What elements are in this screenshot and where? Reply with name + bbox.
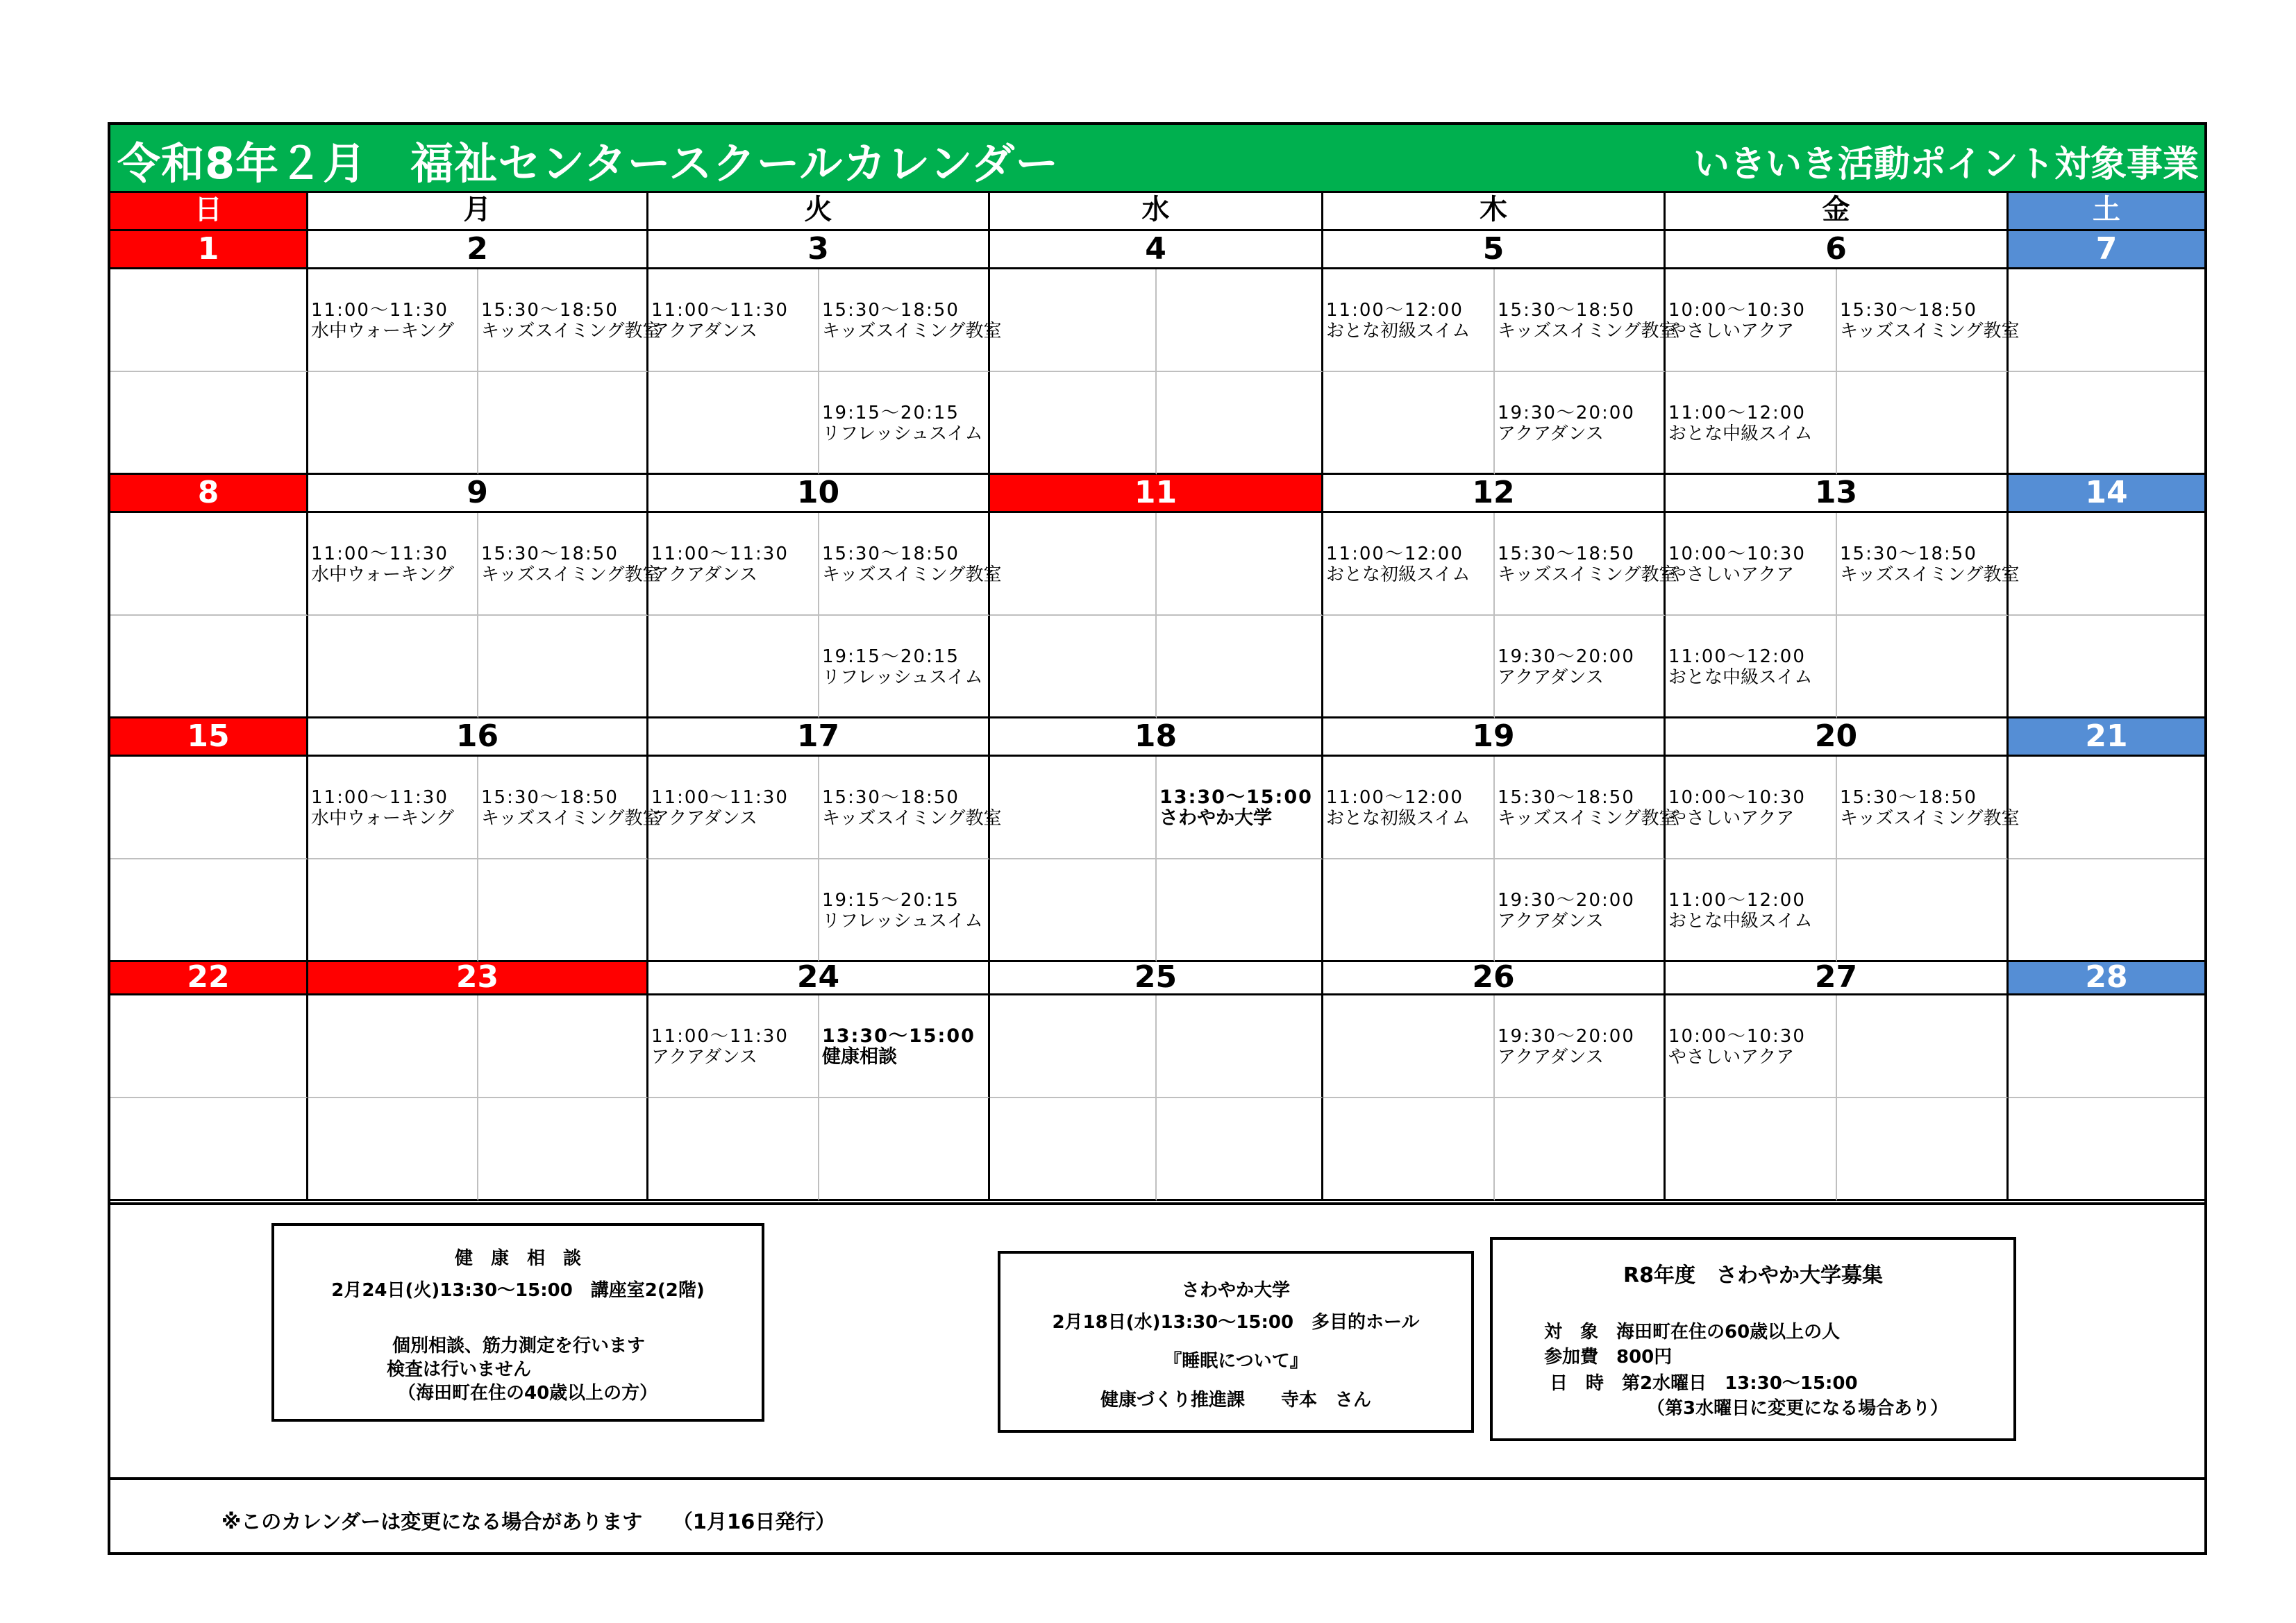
kenko-title: 健 康 相 談	[454, 1248, 581, 1269]
event-slot	[819, 616, 990, 718]
title-bar	[110, 125, 2204, 193]
weekday-header-mon: 月	[308, 193, 648, 231]
event-entry	[822, 300, 1001, 342]
event-entry	[311, 544, 454, 585]
event-entry	[1668, 403, 1812, 444]
event-slot-empty	[110, 995, 308, 1098]
event-entry	[481, 544, 660, 585]
event-time: 15:30～18:50	[481, 787, 619, 808]
event-slot	[1837, 269, 2020, 372]
event-name: キッズスイミング教室	[1840, 321, 2020, 342]
event-slot	[1323, 859, 1495, 962]
event-slot	[1323, 269, 1495, 372]
event-time: 19:15～20:15	[822, 646, 960, 667]
event-name: キッズスイミング教室	[822, 564, 1002, 585]
event-time: 11:00～11:30	[311, 787, 449, 808]
event-slot	[1666, 372, 1837, 475]
event-name: キッズスイミング教室	[1840, 808, 2020, 829]
event-entry	[1498, 544, 1677, 585]
event-slot	[648, 1098, 819, 1201]
event-name: おとな中級スイム	[1668, 667, 1813, 688]
event-name: アクアダンス	[1498, 667, 1604, 688]
event-time: 11:00～12:00	[1326, 300, 1464, 321]
event-slot	[1157, 616, 1323, 718]
event-slot	[1495, 616, 1666, 718]
event-slot-empty	[110, 269, 308, 372]
event-entry	[1498, 1026, 1635, 1068]
date-cell: 16	[308, 718, 648, 757]
event-slot	[1666, 757, 1837, 859]
event-name: キッズスイミング教室	[1498, 808, 1677, 829]
event-slot	[1666, 513, 1837, 616]
event-name: リフレッシュスイム	[822, 911, 983, 932]
event-name: おとな中級スイム	[1668, 911, 1813, 932]
date-cell: 12	[1323, 475, 1666, 513]
event-entry	[311, 300, 454, 342]
event-slot	[648, 757, 819, 859]
event-slot	[990, 513, 1157, 616]
event-slot	[478, 859, 648, 962]
date-cell: 2	[308, 231, 648, 269]
event-slot	[1157, 269, 1323, 372]
event-name: やさしいアクア	[1668, 321, 1795, 342]
event-slot	[648, 995, 819, 1098]
event-slot	[1666, 1098, 1837, 1201]
sawayaka-title: さわやか大学	[1181, 1280, 1290, 1301]
kenko-date: 2月24日(火)13:30～15:00 講座室2(2階)	[331, 1280, 705, 1301]
event-slot	[308, 513, 478, 616]
kenko-line2: 検査は行いません	[387, 1359, 532, 1380]
event-time: 15:30～18:50	[1840, 300, 1977, 321]
weekday-header-fri: 金	[1666, 193, 2009, 231]
event-name: おとな初級スイム	[1326, 321, 1470, 342]
event-slot	[478, 372, 648, 475]
event-name: キッズスイミング教室	[1840, 564, 2020, 585]
event-slot-empty	[2009, 1098, 2204, 1201]
date-cell: 21	[2009, 718, 2204, 757]
event-slot	[1666, 269, 1837, 372]
date-cell: 13	[1666, 475, 2009, 513]
event-name: 水中ウォーキング	[311, 564, 455, 585]
kenko-box	[271, 1223, 764, 1422]
event-slot	[478, 269, 661, 372]
event-name: キッズスイミング教室	[481, 321, 661, 342]
event-name: おとな初級スイム	[1326, 564, 1470, 585]
boshu-target: 対 象 海田町在住の60歳以上の人	[1544, 1322, 1841, 1343]
event-entry	[1840, 544, 2019, 585]
event-slot	[308, 859, 478, 962]
event-slot	[1837, 1098, 2009, 1201]
event-name: アクアダンス	[1498, 1047, 1604, 1068]
weekday-header-tue: 火	[648, 193, 990, 231]
event-slot	[990, 616, 1157, 718]
event-name: キッズスイミング教室	[822, 321, 1002, 342]
event-slot	[1666, 616, 1837, 718]
event-entry	[822, 787, 1001, 829]
event-time: 15:30～18:50	[481, 300, 619, 321]
event-slot	[648, 616, 819, 718]
event-time: 15:30～18:50	[1498, 544, 1635, 564]
sawayaka-speaker: 健康づくり推進課 寺本 さん	[1100, 1390, 1371, 1411]
info-area	[110, 1202, 2204, 1480]
event-name: アクアダンス	[1498, 911, 1604, 932]
event-entry	[1840, 787, 2019, 829]
event-slot	[1495, 859, 1666, 962]
event-name: キッズスイミング教室	[481, 808, 661, 829]
event-time: 10:00～10:30	[1668, 787, 1806, 808]
event-time: 19:30～20:00	[1498, 1026, 1635, 1047]
date-cell: 28	[2009, 962, 2204, 995]
event-name: 健康相談	[822, 1046, 897, 1068]
event-time: 11:00～12:00	[1326, 544, 1464, 564]
event-name: アクアダンス	[651, 1047, 757, 1068]
date-cell: 27	[1666, 962, 2009, 995]
date-cell: 3	[648, 231, 990, 269]
event-slot	[648, 269, 819, 372]
event-entry	[822, 646, 983, 688]
date-cell: 8	[110, 475, 308, 513]
event-entry	[1498, 646, 1635, 688]
event-slot	[1495, 513, 1677, 616]
event-slot	[308, 616, 478, 718]
event-time: 10:00～10:30	[1668, 544, 1806, 564]
event-slot	[1495, 269, 1677, 372]
event-entry	[822, 544, 1001, 585]
boshu-fee: 参加費 800円	[1544, 1347, 1673, 1368]
event-slot-empty	[110, 859, 308, 962]
event-entry	[822, 1026, 975, 1068]
event-entry	[481, 300, 660, 342]
date-cell: 18	[990, 718, 1323, 757]
event-slot	[1837, 859, 2009, 962]
event-slot	[478, 1098, 648, 1201]
date-cell: 15	[110, 718, 308, 757]
event-time: 15:30～18:50	[481, 544, 619, 564]
event-slot	[990, 995, 1157, 1098]
event-name: キッズスイミング教室	[822, 808, 1002, 829]
event-slot	[990, 757, 1157, 859]
date-cell: 24	[648, 962, 990, 995]
event-time: 11:00～12:00	[1326, 787, 1464, 808]
event-entry	[481, 787, 660, 829]
event-slot	[308, 269, 478, 372]
event-slot	[478, 757, 661, 859]
event-time: 11:00～11:30	[311, 544, 449, 564]
event-name: やさしいアクア	[1668, 564, 1795, 585]
footer-note: ※このカレンダーは変更になる場合があります （1月16日発行）	[221, 1510, 836, 1533]
event-entry	[1498, 403, 1635, 444]
event-time: 11:00～11:30	[311, 300, 449, 321]
event-slot	[1157, 372, 1323, 475]
event-entry	[1326, 544, 1470, 585]
event-slot	[648, 513, 819, 616]
date-cell: 6	[1666, 231, 2009, 269]
event-slot-empty	[2009, 616, 2204, 718]
event-time: 11:00～12:00	[1668, 890, 1806, 911]
event-time: 19:15～20:15	[822, 890, 960, 911]
date-cell: 19	[1323, 718, 1666, 757]
event-time: 15:30～18:50	[1840, 544, 1977, 564]
sawayaka-date: 2月18日(水)13:30～15:00 多目的ホール	[1052, 1312, 1420, 1333]
sawayaka-theme: 『睡眠について』	[1164, 1351, 1308, 1372]
date-cell: 4	[990, 231, 1323, 269]
date-cell: 26	[1323, 962, 1666, 995]
event-slot	[308, 757, 478, 859]
event-slot	[1495, 372, 1666, 475]
event-slot	[819, 1098, 990, 1201]
event-name: リフレッシュスイム	[822, 423, 983, 444]
page-subtitle: いきいき活動ポイント対象事業	[1693, 144, 2199, 185]
event-name: 水中ウォーキング	[311, 808, 455, 829]
event-name: さわやか大学	[1159, 807, 1272, 829]
event-slot-empty	[2009, 513, 2204, 616]
event-slot	[819, 859, 990, 962]
event-entry	[1498, 300, 1677, 342]
event-slot	[819, 372, 990, 475]
event-slot	[648, 372, 819, 475]
event-slot	[819, 995, 990, 1098]
event-slot	[990, 859, 1157, 962]
event-entry	[1668, 646, 1812, 688]
date-cell: 17	[648, 718, 990, 757]
event-slot	[990, 1098, 1157, 1201]
event-slot	[1837, 513, 2020, 616]
date-cell: 11	[990, 475, 1323, 513]
event-name: やさしいアクア	[1668, 808, 1795, 829]
event-slot	[1157, 859, 1323, 962]
date-cell: 7	[2009, 231, 2204, 269]
event-name: やさしいアクア	[1668, 1047, 1795, 1068]
event-entry	[1326, 300, 1470, 342]
event-entry	[651, 300, 789, 342]
event-time: 10:00～10:30	[1668, 300, 1806, 321]
event-entry	[1498, 787, 1677, 829]
kenko-line3: （海田町在住の40歳以上の方）	[398, 1383, 658, 1404]
event-name: おとな初級スイム	[1326, 808, 1470, 829]
date-cell: 5	[1323, 231, 1666, 269]
event-slot	[1666, 995, 1837, 1098]
event-name: アクアダンス	[651, 808, 757, 829]
sawayaka-box	[998, 1251, 1474, 1433]
date-cell: 25	[990, 962, 1323, 995]
date-cell: 1	[110, 231, 308, 269]
event-name: おとな中級スイム	[1668, 423, 1813, 444]
event-time: 11:00～12:00	[1668, 403, 1806, 423]
event-entry	[1840, 300, 2019, 342]
event-slot	[819, 757, 1002, 859]
event-time: 11:00～11:30	[651, 1026, 789, 1047]
event-entry	[1159, 787, 1313, 829]
event-slot	[990, 372, 1157, 475]
event-slot	[478, 513, 661, 616]
event-slot	[478, 616, 648, 718]
event-slot	[1157, 995, 1323, 1098]
event-slot-empty	[110, 513, 308, 616]
event-entry	[822, 403, 983, 444]
event-slot	[1157, 757, 1323, 859]
event-name: リフレッシュスイム	[822, 667, 983, 688]
event-slot	[1157, 513, 1323, 616]
date-cell: 20	[1666, 718, 2009, 757]
event-slot	[990, 269, 1157, 372]
event-entry	[651, 544, 789, 585]
event-slot	[478, 995, 648, 1098]
event-slot	[819, 269, 1002, 372]
event-slot-empty	[110, 372, 308, 475]
event-name: アクアダンス	[651, 564, 757, 585]
event-slot	[1323, 372, 1495, 475]
event-name: キッズスイミング教室	[1498, 564, 1677, 585]
event-slot-empty	[2009, 757, 2204, 859]
event-entry	[311, 787, 454, 829]
event-name: アクアダンス	[651, 321, 757, 342]
event-slot	[1837, 372, 2009, 475]
event-slot	[1323, 616, 1495, 718]
event-entry	[1668, 787, 1806, 829]
event-slot-empty	[2009, 859, 2204, 962]
event-slot	[1323, 1098, 1495, 1201]
event-time: 19:15～20:15	[822, 403, 960, 423]
boshu-title: R8年度 さわやか大学募集	[1623, 1263, 1883, 1288]
date-cell: 10	[648, 475, 990, 513]
event-name: キッズスイミング教室	[481, 564, 661, 585]
event-slot-empty	[110, 1098, 308, 1201]
boshu-when: 日 時 第2水曜日 13:30～15:00	[1550, 1373, 1858, 1394]
event-slot	[819, 513, 1002, 616]
date-cell: 9	[308, 475, 648, 513]
event-time: 15:30～18:50	[822, 544, 960, 564]
event-slot	[308, 995, 478, 1098]
event-name: アクアダンス	[1498, 423, 1604, 444]
kenko-line1: 個別相談、筋力測定を行います	[392, 1336, 646, 1356]
event-slot	[1323, 513, 1495, 616]
event-slot-empty	[2009, 372, 2204, 475]
event-time: 15:30～18:50	[1840, 787, 1977, 808]
weekday-header-thu: 木	[1323, 193, 1666, 231]
event-time: 19:30～20:00	[1498, 403, 1635, 423]
event-entry	[1326, 787, 1470, 829]
event-name: キッズスイミング教室	[1498, 321, 1677, 342]
event-entry	[1668, 890, 1812, 932]
event-slot	[1837, 757, 2020, 859]
event-slot	[1323, 995, 1495, 1098]
event-slot	[1495, 757, 1677, 859]
weekday-header-sat: 土	[2009, 193, 2204, 231]
event-slot-empty	[110, 616, 308, 718]
event-time: 10:00～10:30	[1668, 1026, 1806, 1047]
event-entry	[1668, 1026, 1806, 1068]
event-slot-empty	[2009, 995, 2204, 1098]
event-slot	[1495, 1098, 1666, 1201]
calendar-frame	[108, 122, 2207, 1555]
date-cell: 14	[2009, 475, 2204, 513]
event-time: 19:30～20:00	[1498, 890, 1635, 911]
event-name: 水中ウォーキング	[311, 321, 455, 342]
event-entry	[1668, 300, 1806, 342]
event-entry	[1498, 890, 1635, 932]
event-slot	[1837, 995, 2009, 1098]
event-time: 13:30～15:00	[822, 1025, 975, 1047]
boshu-box	[1490, 1237, 2016, 1441]
event-slot	[308, 1098, 478, 1201]
event-time: 15:30～18:50	[822, 300, 960, 321]
event-time: 11:00～11:30	[651, 300, 789, 321]
event-slot	[648, 859, 819, 962]
date-cell: 22	[110, 962, 308, 995]
event-slot	[1157, 1098, 1323, 1201]
event-slot-empty	[2009, 269, 2204, 372]
event-entry	[651, 787, 789, 829]
event-time: 11:00～12:00	[1668, 646, 1806, 667]
event-time: 11:00～11:30	[651, 544, 789, 564]
event-slot-empty	[110, 757, 308, 859]
boshu-note: （第3水曜日に変更になる場合あり）	[1647, 1398, 1949, 1419]
event-slot	[308, 372, 478, 475]
event-time: 13:30～15:00	[1159, 787, 1313, 808]
event-slot	[1837, 616, 2009, 718]
event-time: 15:30～18:50	[1498, 787, 1635, 808]
event-time: 15:30～18:50	[1498, 300, 1635, 321]
event-slot	[1666, 859, 1837, 962]
weekday-header-sun: 日	[110, 193, 308, 231]
page-title: 令和8年２月 福祉センタースクールカレンダー	[117, 138, 1059, 189]
weekday-header-wed: 水	[990, 193, 1323, 231]
event-entry	[651, 1026, 789, 1068]
event-slot	[1323, 757, 1495, 859]
event-time: 11:00～11:30	[651, 787, 789, 808]
event-slot	[1495, 995, 1666, 1098]
date-cell: 23	[308, 962, 648, 995]
event-time: 15:30～18:50	[822, 787, 960, 808]
event-entry	[1668, 544, 1806, 585]
event-time: 19:30～20:00	[1498, 646, 1635, 667]
event-entry	[822, 890, 983, 932]
